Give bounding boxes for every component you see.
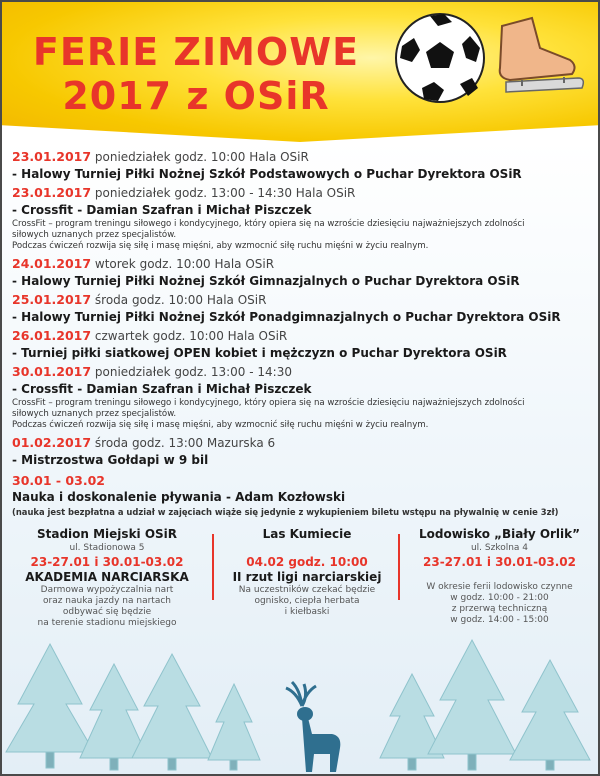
venue-dates: 23-27.01 i 30.01-03.02 [423,555,576,569]
venue-desc-line: Darmowa wypożyczalnia nart [40,585,174,595]
winter-forest-illustration [2,634,598,774]
venue-address: ul. Szkolna 4 [470,543,529,553]
schedule [12,147,592,518]
title-line-2: 2017 z OSiR [62,74,330,118]
venue-address: ul. Stadionowa 5 [69,543,145,553]
event-date-row: 24.01.2017 wtorek godz. 10:00 Hala OSiR [12,256,275,271]
pine-tree-icon [380,674,444,770]
pine-tree-icon [132,654,212,770]
venue-desc-line: na terenie stadionu miejskiego [37,618,177,628]
venue-title: Las Kumiecie [262,527,352,541]
venue-stadium [12,526,202,629]
venue-dates: 04.02 godz. 10:00 [246,555,368,569]
soccer-ball-icon [396,14,484,102]
venue-desc-line: ognisko, ciepła herbata [254,596,360,606]
event-date-row: 23.01.2017 poniedziałek godz. 10:00 Hala OSiR [12,149,309,164]
event-date-row: 01.02.2017 środa godz. 13:00 Mazurska 6 [12,435,276,450]
crossfit-desc-line: siłowych uznanych przez specjalistów. [12,230,177,240]
event-date-row: 25.01.2017 środa godz. 10:00 Hala OSiR [12,292,267,307]
venue-desc-line: z przerwą techniczną [451,604,548,614]
event-title: - Halowy Turniej Piłki Nożnej Szkół Ponadgimnazjalnych o Puchar Dyrektora OSiR [12,310,561,324]
title-line-1: FERIE ZIMOWE [32,30,360,74]
event-date-row: 23.01.2017 poniedziałek godz. 13:00 - 14:30 Hala OSiR [12,185,356,200]
column-divider [212,534,214,600]
venue-desc-line: w godz. 10:00 - 21:00 [450,593,549,603]
venue-desc-line: odbywać się będzie [62,607,152,617]
event-title: - Halowy Turniej Piłki Nożnej Szkół Podstawowych o Puchar Dyrektora OSiR [12,167,522,181]
venue-desc-line: w godz. 14:00 - 15:00 [450,615,549,625]
venue-title: Lodowisko „Biały Orlik” [418,527,581,541]
venue-desc-line: i kiełbaski [284,607,330,617]
deer-icon [286,682,340,772]
event-title: - Crossfit - Damian Szafran i Michał Piszczek [12,382,312,396]
venue-desc-line: W okresie ferii lodowisko czynne [426,582,573,592]
crossfit-desc-line: CrossFit – program treningu siłowego i kondycyjnego, który opiera się na wzroście dziesięciu najważniejszych zdolności [12,219,525,229]
event-title: - Mistrzostwa Gołdapi w 9 bil [12,453,209,467]
venue-heading: AKADEMIA NARCIARSKA [25,570,189,584]
venue-title: Stadion Miejski OSiR [36,527,178,541]
crossfit-desc-line: Podczas ćwiczeń rozwija się siłę i masę mięśni, aby wzmocnić siłę ruchu mięśni w życiu realnym. [12,241,429,251]
pine-tree-icon [6,644,94,768]
event-date-row: 30.01 - 03.02 [12,473,105,488]
event-date-row: 26.01.2017 czwartek godz. 10:00 Hala OSiR [12,328,288,343]
pine-tree-icon [510,660,590,770]
crossfit-desc-line: siłowych uznanych przez specjalistów. [12,409,177,419]
ice-skate-icon [500,18,584,92]
crossfit-desc-line: Podczas ćwiczeń rozwija się siłę i masę mięśni, aby wzmocnić siłę ruchu mięśni w życiu realnym. [12,420,429,430]
pine-tree-icon [208,684,260,770]
venue-ice-rink [407,526,592,626]
venue-dates: 23-27.01 i 30.01-03.02 [30,555,184,569]
event-date-row: 30.01.2017 poniedziałek godz. 13:00 - 14:30 [12,364,292,379]
header-illustration [382,8,592,128]
event-title: - Turniej piłki siatkowej OPEN kobiet i mężczyzn o Puchar Dyrektora OSiR [12,346,507,360]
venues [2,526,598,646]
swim-note: (nauka jest bezpłatna a udział w zajęciach wiąże się jedynie z wykupieniem biletu wstępu na pływalnię w cenie 3zł) [12,507,559,517]
venue-desc-line: Na uczestników czekać będzie [238,585,376,595]
venue-address [232,542,382,554]
event-title: - Crossfit - Damian Szafran i Michał Piszczek [12,203,312,217]
pine-tree-icon [428,640,516,770]
event-title: - Halowy Turniej Piłki Nożnej Szkół Gimnazjalnych o Puchar Dyrektora OSiR [12,274,520,288]
venue-forest [232,526,382,618]
event-title: Nauka i doskonalenie pływania - Adam Kozłowski [12,490,346,504]
venue-heading: II rzut ligi narciarskiej [232,570,382,584]
venue-desc-line: oraz nauka jazdy na nartach [43,596,171,606]
column-divider [398,534,400,600]
crossfit-desc-line: CrossFit – program treningu siłowego i kondycyjnego, który opiera się na wzroście dziesięciu najważniejszych zdolności [12,398,525,408]
